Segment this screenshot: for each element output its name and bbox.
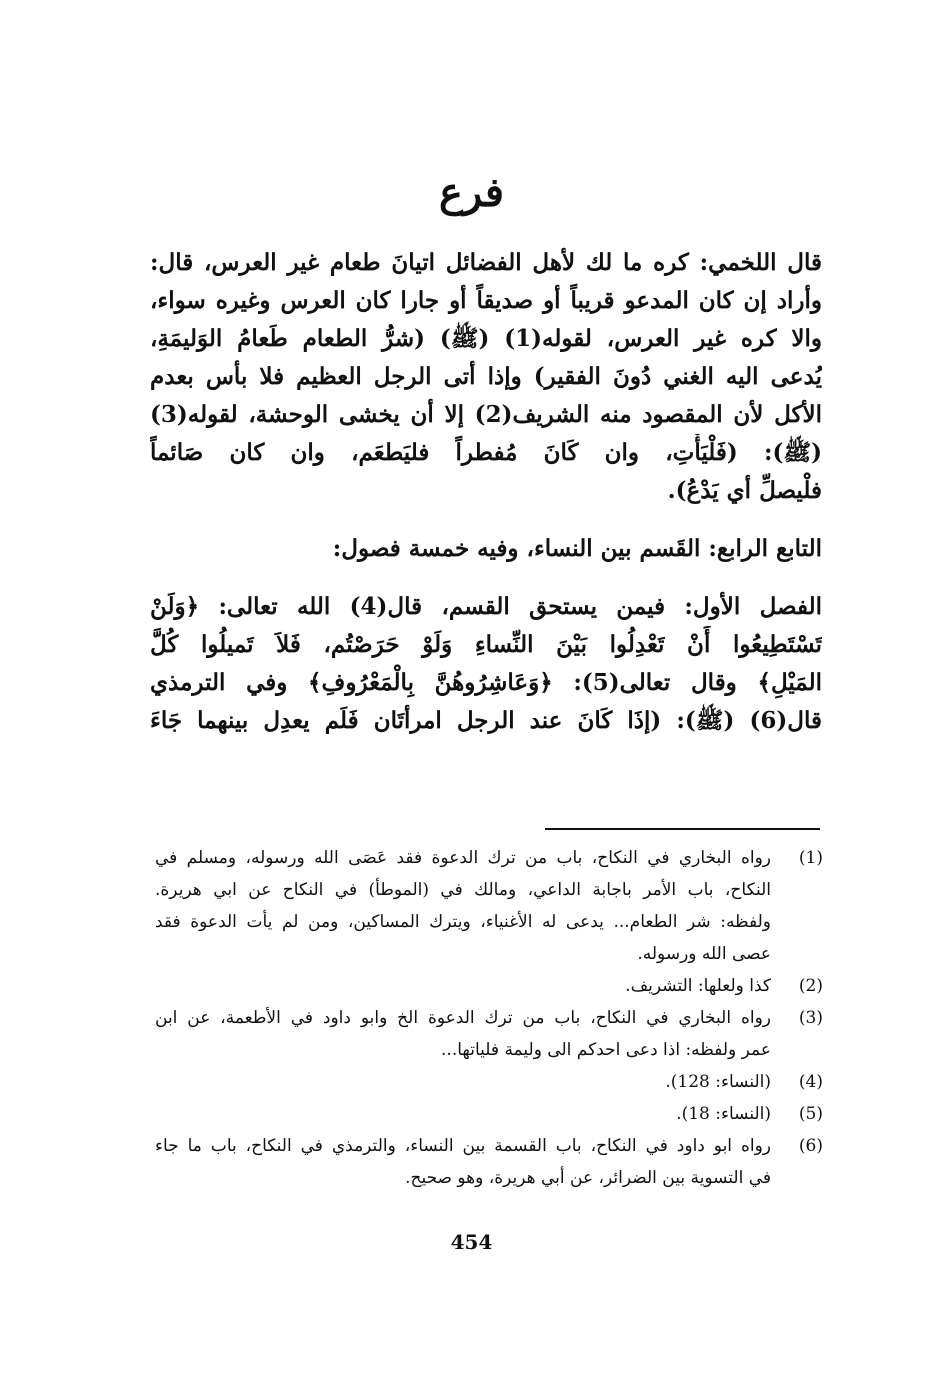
footnote-number: (5) [798, 1104, 823, 1124]
footnote-number: (2) [798, 976, 823, 996]
text-line: فلْيصلِّ أي يَدْعُ). [667, 477, 822, 504]
footnote-divider [545, 828, 820, 830]
paragraph-gap [150, 510, 822, 530]
footnote-6 [155, 1130, 823, 1162]
footnote-text: (النساء: 128). [665, 1072, 771, 1092]
footnote-text: عمر ولفظه: اذا دعى احدكم الى وليمة فلياتها... [441, 1040, 771, 1060]
text-line: تَسْتَطِيعُوا أَنْ تَعْدِلُوا بَيْنَ النِّساءِ وَلَوْ حَرَصْتُم، فَلاَ تَميلُوا كُلَّ [150, 631, 822, 658]
footnote-text: رواه البخاري في النكاح، باب من ترك الدعوة فقد عَصَى الله ورسوله، ومسلم في [155, 848, 771, 868]
paragraph-gap [150, 568, 822, 588]
text-line: قال(6) (ﷺ): (إذَا كَانَ عند الرجل امرأتَان فَلَم يعدِل بينهما جَاءَ [150, 707, 822, 734]
footnotes-block [155, 842, 823, 1194]
footnote-number: (1) [798, 848, 823, 868]
text-line: والا كره غير العرس، لقوله(1) (ﷺ) (شرُّ الطعام طَعامُ الوَليمَةِ، [150, 325, 822, 352]
footnote-5 [155, 1098, 823, 1130]
footnote-text: (النساء: 18). [676, 1104, 771, 1124]
footnote-text: رواه البخاري في النكاح، باب من ترك الدعوة الخ وابو داود في الأطعمة، عن ابن [155, 1008, 771, 1028]
footnote-6-cont [155, 1162, 823, 1194]
footnote-1-cont [155, 938, 823, 970]
section-heading: فرع [438, 169, 505, 216]
footnote-number: (3) [798, 1008, 823, 1028]
text-line: المَيْلِ﴾ وقال تعالى(5): ﴿وَعَاشِرُوهُنَّ بِالْمَعْرُوفِ﴾ وفي الترمذي [150, 669, 822, 696]
main-text-block [150, 244, 822, 740]
text-line: قال اللخمي: كره ما لك لأهل الفضائل اتيانَ طعام غير العرس، قال: [150, 249, 822, 276]
footnote-1 [155, 842, 823, 874]
text-line: الأكل لأن المقصود منه الشريف(2) إلا أن يخشى الوحشة، لقوله(3) [150, 401, 822, 428]
footnote-1-cont [155, 874, 823, 906]
footnote-text: رواه ابو داود في النكاح، باب القسمة بين النساء، والترمذي في النكاح، باب ما جاء [155, 1136, 771, 1156]
footnote-number: (6) [798, 1136, 823, 1156]
footnote-2 [155, 970, 823, 1002]
footnote-3 [155, 1002, 823, 1034]
footnote-4 [155, 1066, 823, 1098]
footnote-text: في التسوية بين الضرائر، عن أبي هريرة، وهو صحيح. [405, 1168, 771, 1188]
subsection-title: التابع الرابع: القَسم بين النساء، وفيه خمسة فصول: [332, 535, 822, 562]
footnote-text: كذا ولعلها: التشريف. [625, 976, 771, 996]
text-line: الفصل الأول: فيمن يستحق القسم، قال(4) الله تعالى: ﴿وَلَنْ [150, 593, 822, 620]
text-line: وأراد إن كان المدعو قريباً أو صديقاً أو جارا كان العرس وغيره سواء، [150, 287, 822, 314]
footnote-text: النكاح، باب الأمر باجابة الداعي، ومالك في (الموطأ) في النكاح عن ابي هريرة. [155, 880, 771, 900]
page-number: 454 [450, 1230, 493, 1254]
text-line: (ﷺ): (فَلْيَأْتِ، وان كَانَ مُفطراً فليَطعَم، وان كان صَائماً [150, 439, 822, 466]
footnote-text: عصى الله ورسوله. [637, 944, 771, 964]
footnote-text: ولفظه: شر الطعام... يدعى له الأغنياء، ويترك المساكين، ومن لم يأت الدعوة فقد [155, 912, 771, 932]
footnote-3-cont [155, 1034, 823, 1066]
text-line: يُدعى اليه الغني دُونَ الفقير) وإذا أتى الرجل العظيم فلا بأس بعدم [150, 363, 822, 390]
footnote-number: (4) [798, 1072, 823, 1092]
footnote-1-cont [155, 906, 823, 938]
